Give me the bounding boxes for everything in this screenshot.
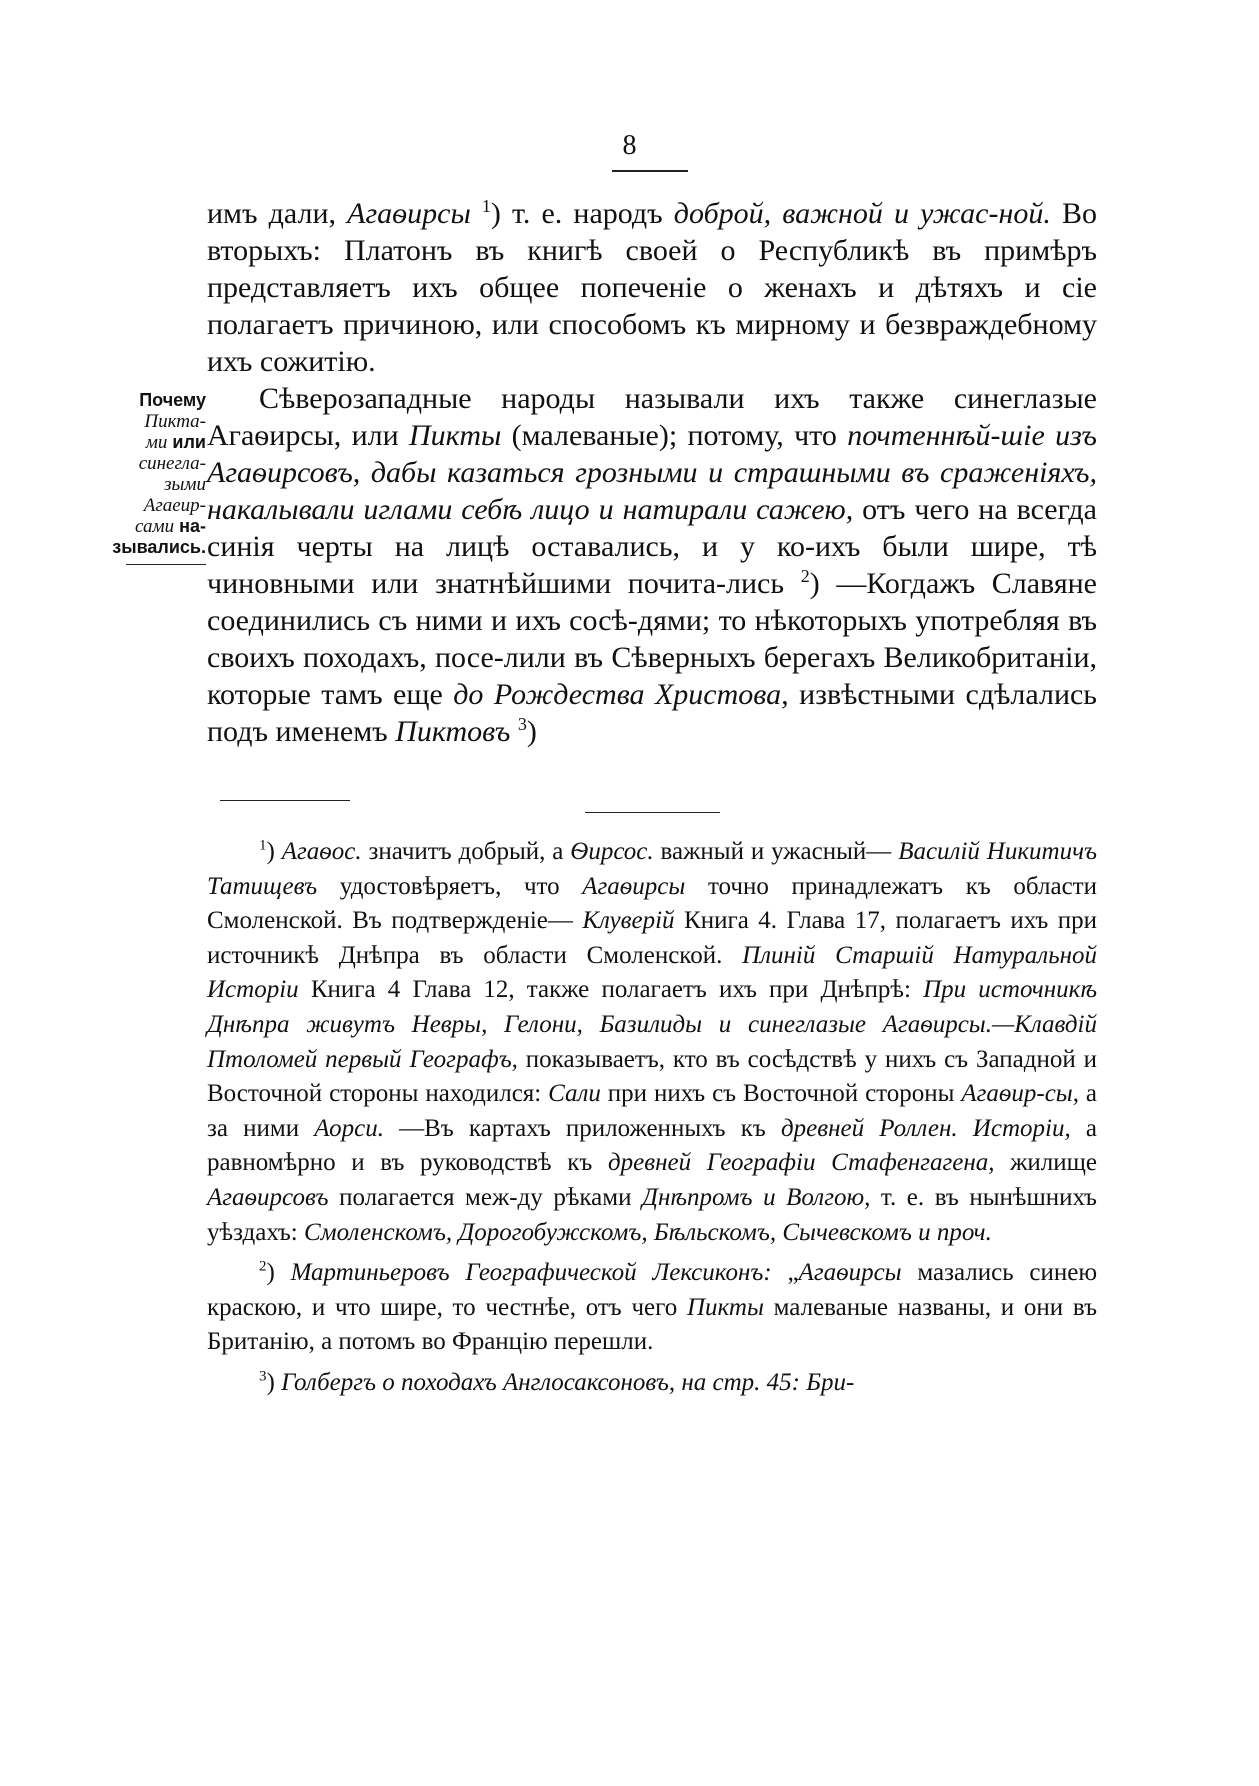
marginal-line: зыми <box>164 474 206 495</box>
text-run: Книга 4. Глава 17, полагаетъ ихъ при источникѣ Днѣпра въ области Смоленской. <box>207 907 1097 969</box>
text-run: Смоленскомъ, Дорогобужскомъ, Бѣльскомъ, Сычевскомъ и проч. <box>304 1218 992 1246</box>
footnotes <box>207 835 1097 1401</box>
text-run: т. е. въ нынѣшнихъ уѣздахъ: <box>207 1183 1097 1246</box>
text-run: (малеваные); потому, что <box>501 419 848 452</box>
footnote-separator-left <box>220 800 350 801</box>
text-run: Ѳирсос. <box>570 838 654 865</box>
footnote-ref-3: 3 <box>517 714 527 734</box>
text-run: Пикты <box>687 1293 764 1321</box>
footnote-number: 3 <box>259 1368 267 1385</box>
text-run: Мартиньеровъ Географической Лексиконъ: <box>290 1259 772 1287</box>
marginal-rule <box>126 564 206 565</box>
text-run: Книга 4 Глава 12, также полагаетъ ихъ при Днѣпрѣ: <box>298 976 924 1004</box>
text-run: древней Роллен. Исторіи, <box>780 1114 1071 1142</box>
text-run: значитъ добрый, а <box>361 838 571 865</box>
footnote-separator-right <box>585 812 720 813</box>
text-run: Агаѳирсовъ <box>207 1183 329 1211</box>
paragraph-2 <box>207 380 1097 750</box>
marginal-line: Пикта- <box>144 411 206 432</box>
text-run: Сѣверозападные народы называли ихъ также синеглазые Агаѳирсы, или <box>207 382 1097 452</box>
marginal-line: синегла- <box>138 453 206 474</box>
text-run: ) —Когдажъ Славяне соединились съ ними и ихъ сосѣ-дями; то нѣкоторыхъ употребляя въ своихъ походахъ, посе-лили въ Сѣверныхъ берегахъ Великобританіи, которые тамъ еще <box>207 567 1097 711</box>
text-run: Днѣпромъ и Волгою, <box>642 1183 871 1211</box>
text-run: а за ними <box>207 1080 1097 1142</box>
marginal-line <box>110 516 206 537</box>
text-run: мазались синею краскою, и что шире, то честнѣе, отъ чего <box>207 1259 1097 1321</box>
marginal-word: на- <box>179 516 206 536</box>
text-run: Аорси. <box>314 1114 384 1142</box>
text-run: важный и ужасный— <box>653 838 899 865</box>
text-run: ) <box>526 715 537 748</box>
text-run: жилище <box>994 1149 1097 1177</box>
footnote-3 <box>207 1366 1097 1401</box>
page-number-rule <box>612 170 688 172</box>
footnote-ref-2: 2 <box>800 566 810 586</box>
text-run: Плиній Старшій Натуральной Исторіи <box>207 941 1097 1004</box>
marginal-line <box>110 432 206 453</box>
text-run: Агаѳирсы <box>582 872 686 900</box>
body-text <box>207 195 1097 750</box>
text-run: Агаѳирсы <box>798 1259 902 1287</box>
text-run: отъ чего на всегда синія черты на лицѣ оставались, и у ко-ихъ были шире, тѣ чиновными или знатнѣйшими почита-лись <box>207 493 1098 600</box>
text-run: Василій Никитичъ Татищевъ <box>207 838 1097 900</box>
text-run: Во вторыхъ: Платонъ въ книгѣ своей о Республикѣ въ примѣръ представляетъ ихъ общее попеченіе о женахъ и дѣтяхъ и сіе полагаетъ причиною, или способомъ къ мирному и безвраждебному ихъ сожитію. <box>207 197 1097 378</box>
footnote-number: 2 <box>259 1258 267 1275</box>
text-run: показываетъ, кто въ сосѣдствѣ у нихъ съ Западной и Восточной стороны находился: <box>207 1045 1097 1108</box>
text-run: Сали <box>548 1080 601 1108</box>
text-run: ) <box>266 1259 291 1287</box>
text-run: малеваные названы, и они въ Британію, а потомъ во Францію перешли. <box>207 1293 1097 1356</box>
marginal-word: ми <box>145 432 168 453</box>
footnote-ref-1: 1 <box>481 196 491 216</box>
text-run: При источникѣ Днѣпра живутъ Невры, Гелони, Базилиды и синеглазые Агаѳирсы.—Клавдій Птоломей первый Географъ, <box>207 976 1097 1073</box>
text-run: извѣстными сдѣлались подъ именемъ <box>207 678 1097 748</box>
paragraph-1 <box>207 195 1097 380</box>
marginal-line: Почему <box>139 390 206 410</box>
text-run: ) т. е. народъ <box>490 197 674 230</box>
text-run: Агаѳос. <box>281 838 362 865</box>
text-run: полагается меж-ду рѣками <box>328 1183 643 1211</box>
text-run: ) <box>266 1368 282 1396</box>
marginal-line: Агаеир- <box>143 495 206 516</box>
text-run: точно принадлежатъ къ области Смоленской. Въ подтвержденіе— <box>207 872 1097 935</box>
text-run: Голбергъ о походахъ Англосаксоновъ, на стр. 45: Бри- <box>281 1368 855 1396</box>
text-run: до Рождества Христова, <box>453 678 789 711</box>
marginal-word: сами <box>135 516 175 537</box>
text-run: Агаѳирсы <box>347 197 471 230</box>
marginal-note <box>110 390 206 565</box>
footnote-number: 1 <box>259 837 267 854</box>
text-run: почтеннѣй-шіе изъ Агаѳирсовъ, дабы казаться грозными и страшными въ сраженіяхъ, накалывали иглами себѣ лицо и натирали сажею, <box>207 419 1097 526</box>
text-run: Клуверій <box>582 907 675 935</box>
text-run: Пиктовъ <box>395 715 511 748</box>
footnote-1 <box>207 835 1097 1250</box>
text-run: при нихъ съ Восточной стороны <box>600 1080 962 1108</box>
footnote-2 <box>207 1256 1097 1360</box>
text-run: Пикты <box>409 419 502 452</box>
text-run: древней Географіи Стафенгагена, <box>608 1149 995 1177</box>
text-run: доброй, важной и ужас-ной. <box>673 197 1051 230</box>
text-run: —Въ картахъ приложенныхъ къ <box>384 1114 781 1142</box>
text-run: а равномѣрно и въ руководствѣ къ <box>207 1114 1097 1177</box>
marginal-word: или <box>172 432 206 452</box>
text-run: „ <box>771 1259 799 1287</box>
text-run: Агаѳир-сы, <box>961 1080 1079 1108</box>
text-run: ) <box>266 838 282 865</box>
text-run: удостовѣряетъ, что <box>317 872 583 900</box>
marginal-line: зывались. <box>112 537 206 557</box>
page-number: 8 <box>622 130 637 161</box>
text-run: имъ дали, <box>207 197 348 230</box>
